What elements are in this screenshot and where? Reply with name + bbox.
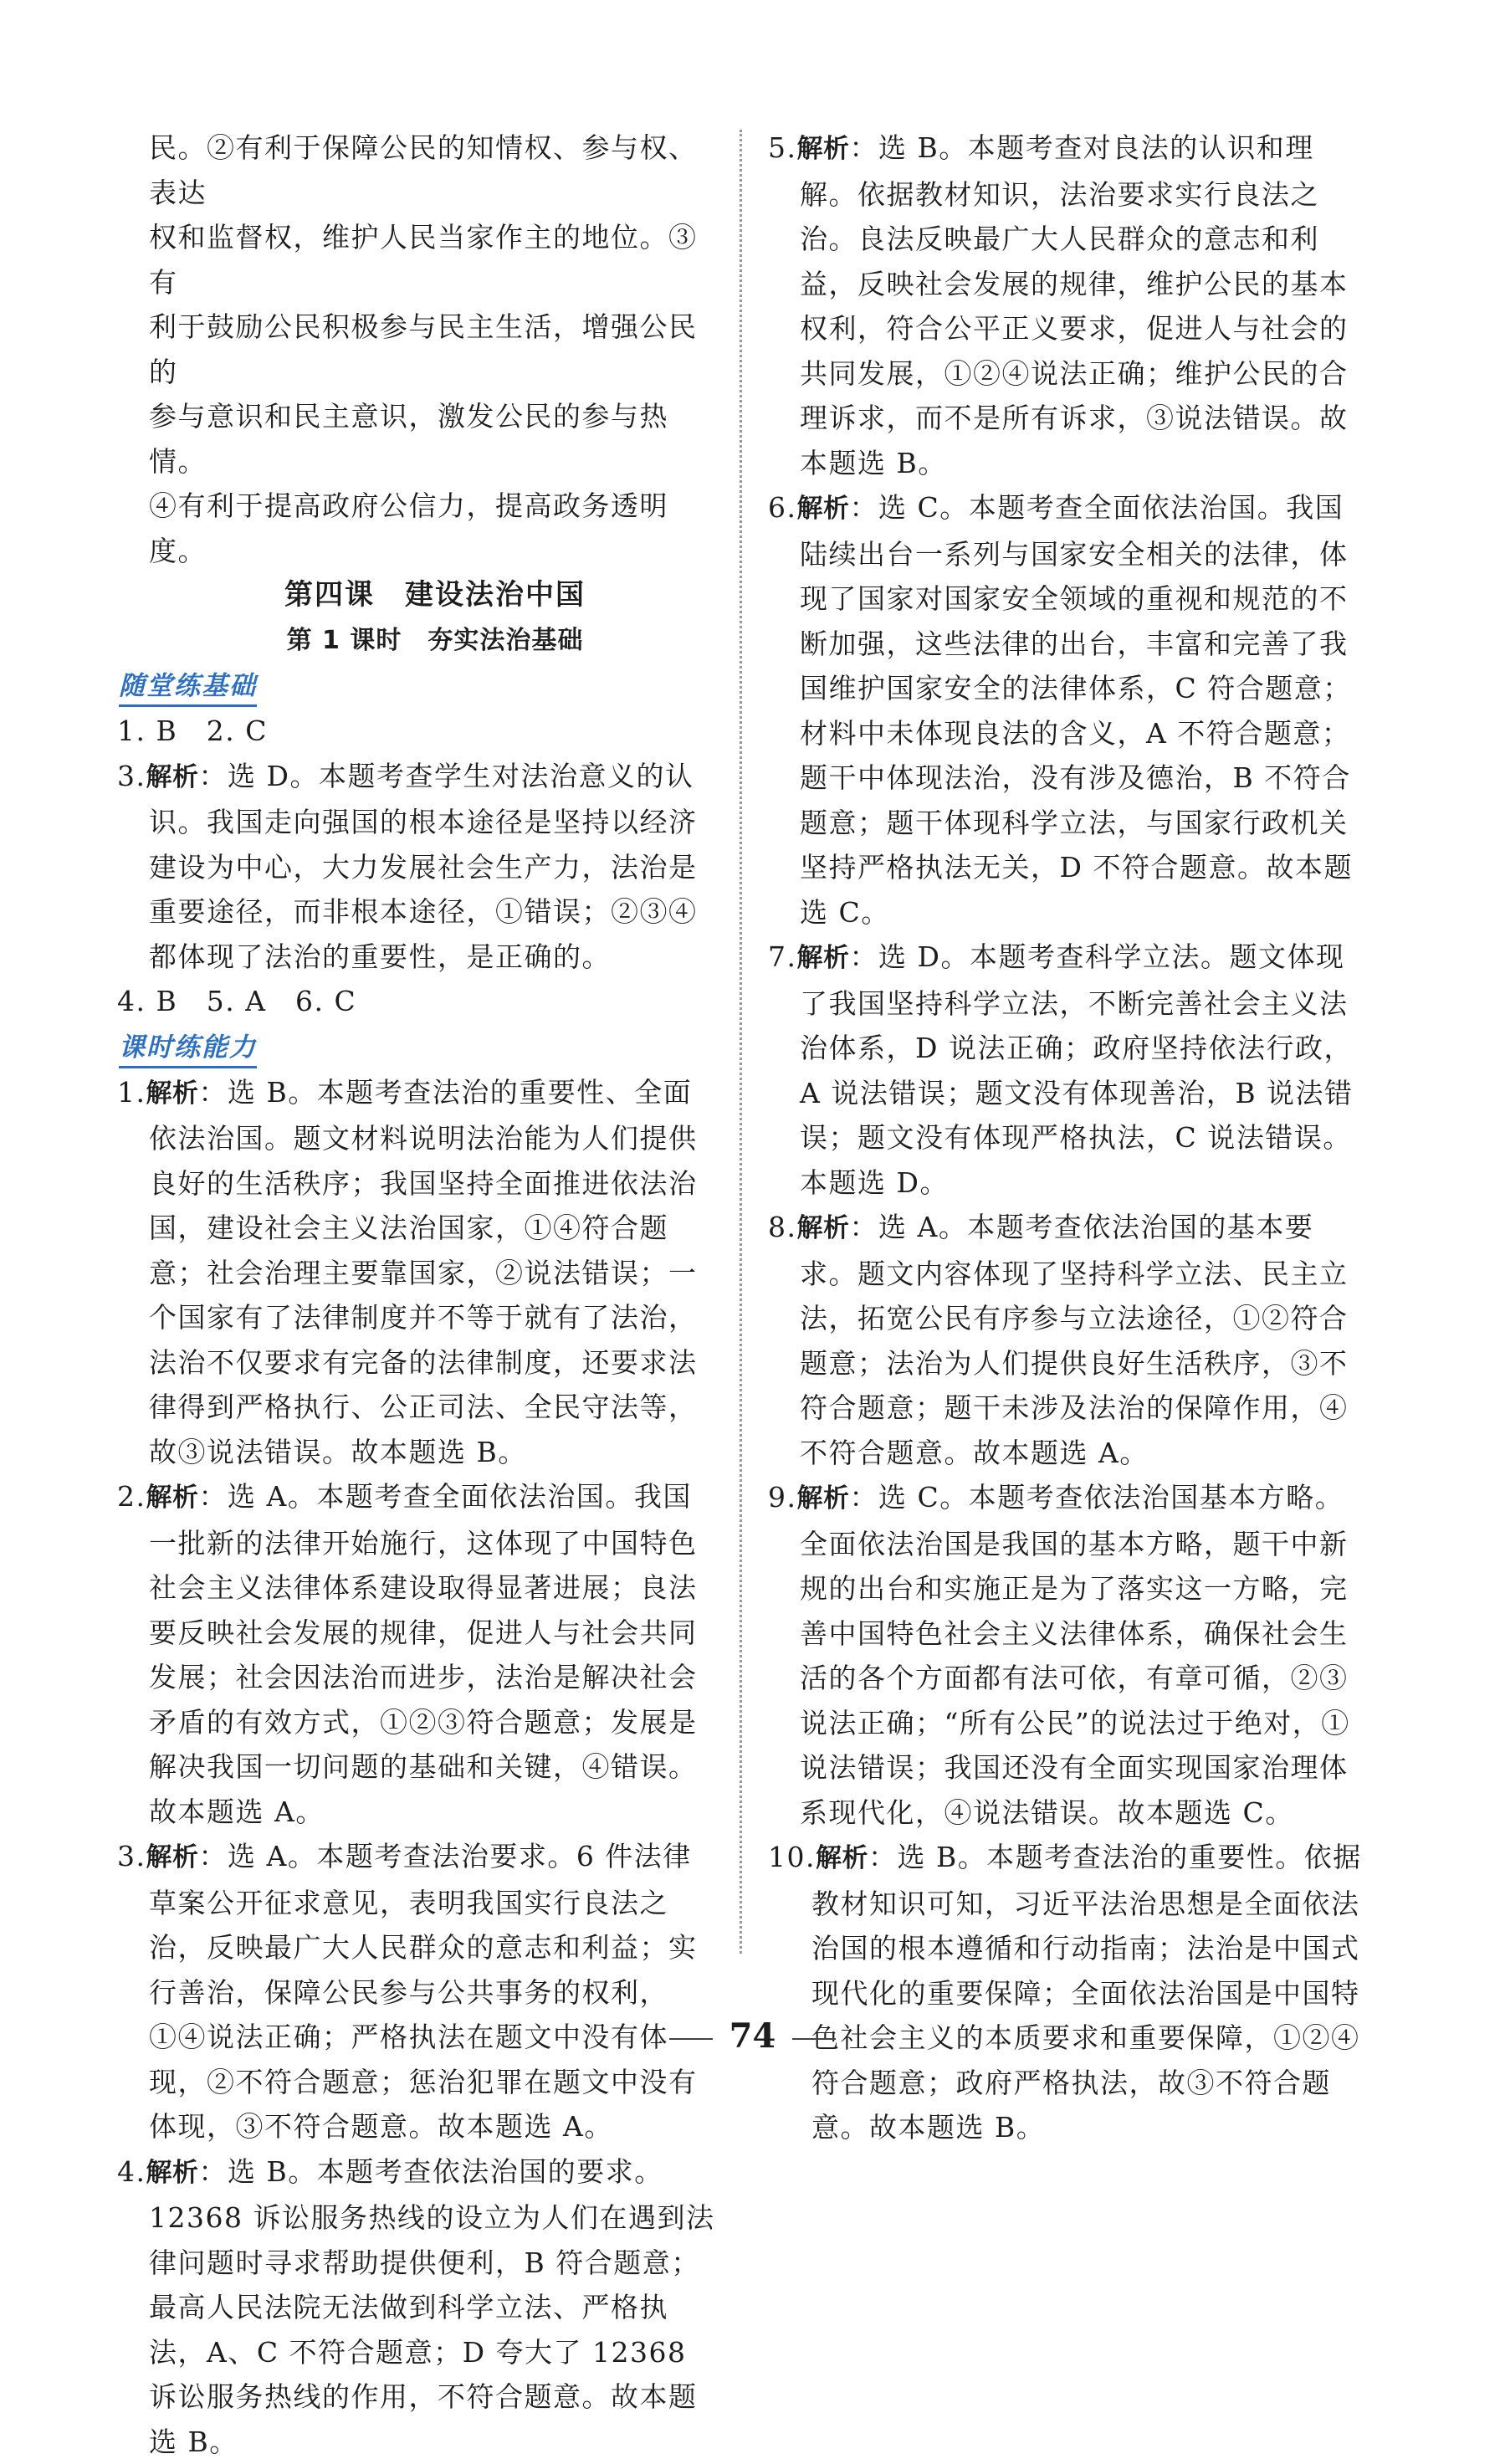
explanation-item xyxy=(117,1834,719,2149)
explanation-item xyxy=(117,2149,719,2464)
explanation-text: ：选 B。本题考查法治的重要性、全面依法治国。题文材料说明法治能为人们提供良好的生活秩序；我国坚持全面推进依法治国，建设社会主义法治国家，①④符合题意；社会治理主要靠国家，②说法错误；一个国家有了法律制度并不等于就有了法治，法治不仅要求有完备的法律制度，还要求法律得到严格执行、公正司法、全民守法等，故③说法错误。故本题选 B。 xyxy=(149,1076,698,1468)
explanation-item xyxy=(768,1475,1369,1835)
answer-line: 1. B 2. C xyxy=(117,709,719,754)
item-number: 5. xyxy=(768,131,797,164)
item-number: 1. xyxy=(117,1076,146,1109)
explanation-label: 解析 xyxy=(797,1483,850,1514)
explanation-item xyxy=(768,485,1369,935)
section-heading-basic: 随堂练基础 xyxy=(119,668,257,707)
explanation-text: ：选 C。本题考查依法治国基本方略。全面依法治国是我国的基本方略，题干中新规的出台和实施正是为了落实这一方略，完善中国特色社会主义法律体系，确保社会生活的各个方面都有法可依，有章可循，②③说法正确；“所有公民”的说法过于绝对，①说法错误；我国还没有全面实现国家治理体系现代化，④说法错误。故本题选 C。 xyxy=(800,1481,1350,1829)
explanation-text: ：选 A。本题考查法治要求。6 件法律草案公开征求意见，表明我国实行良法之治，反映最广大人民群众的意志和利益；实行善治，保障公民参与公共事务的权利，①④说法正确；严格执法在题文中没有体现，②不符合题意；惩治犯罪在题文中没有体现，③不符合题意。故本题选 A。 xyxy=(149,1840,698,2143)
explanation-text: ：选 D。本题考查学生对法治意义的认识。我国走向强国的根本途径是坚持以经济建设为中心，大力发展社会生产力，法治是重要途径，而非根本途径，①错误；②③④都体现了法治的重要性，是正确的。 xyxy=(149,760,698,973)
footer-rule-right xyxy=(792,2038,836,2040)
left-column xyxy=(117,126,719,2464)
explanation-label: 解析 xyxy=(797,1213,850,1243)
explanation-item xyxy=(117,1474,719,1834)
explanation-label: 解析 xyxy=(816,1843,868,1873)
intro-line: ④有利于提高政府公信力，提高政务透明度。 xyxy=(117,484,719,573)
explanation-label: 解析 xyxy=(146,1842,199,1872)
item-number: 3. xyxy=(117,760,146,792)
intro-line: 民。②有利于保障公民的知情权、参与权、表达 xyxy=(117,126,719,215)
explanation-text: ：选 A。本题考查全面依法治国。我国一批新的法律开始施行，这体现了中国特色社会主义法律体系建设取得显著进展；良法要反映社会发展的规律，促进人与社会共同发展；社会因法治而进步，法治是解决社会矛盾的有效方式，①②③符合题意；发展是解决我国一切问题的基础和关键，④错误。故本题选 A。 xyxy=(149,1480,698,1828)
item-number: 4. xyxy=(117,2155,146,2188)
right-column xyxy=(768,126,1369,2150)
explanation-label: 解析 xyxy=(146,1483,199,1513)
section-heading-ability: 课时练能力 xyxy=(119,1029,257,1068)
explanation-text: ：选 A。本题考查依法治国的基本要求。题文内容体现了坚持科学立法、民主立法，拓宽公民有序参与立法途径，①②符合题意；法治为人们提供良好生活秩序，③不符合题意；题干未涉及法治的保障作用，④不符合题意。故本题选 A。 xyxy=(800,1211,1349,1469)
explanation-label: 解析 xyxy=(146,1078,199,1109)
item-number: 9. xyxy=(768,1481,797,1514)
item-number: 8. xyxy=(768,1211,797,1243)
answer-line: 4. B 5. A 6. C xyxy=(117,979,719,1024)
explanation-text: ：选 B。本题考查法治的重要性。依据教材知识可知，习近平法治思想是全面依法治国的根本遵循和行动指南；法治是中国式现代化的重要保障；全面依法治国是中国特色社会主义的本质要求和重要保障，①②④符合题意；政府严格执法，故③不符合题意。故本题选 B。 xyxy=(811,1841,1362,2144)
explanation-label: 解析 xyxy=(797,943,850,973)
explanation-item xyxy=(768,126,1369,485)
item-number: 2. xyxy=(117,1480,146,1513)
item-number: 7. xyxy=(768,940,797,973)
explanation-text: ：选 C。本题考查全面依法治国。我国陆续出台一系列与国家安全相关的法律，体现了国家对国家安全领域的重视和规范的不断加强，这些法律的出台，丰富和完善了我国维护国家安全的法律体系，C 符合题意；材料中未体现良法的含义，A 不符合题意；题干中体现法治，没有涉及德治，B 不符合题意；题干体现科学立法，与国家行政机关坚持严格执法无关，D 不符合题意。故本题选 C。 xyxy=(800,491,1353,929)
page-number: 74 xyxy=(729,2016,776,2056)
item-number: 3. xyxy=(117,1840,146,1872)
column-divider xyxy=(740,130,742,1954)
explanation-item xyxy=(768,1835,1369,2150)
intro-line: 权和监督权，维护人民当家作主的地位。③有 xyxy=(117,215,719,305)
explanation-text: ：选 D。本题考查科学立法。题文体现了我国坚持科学立法，不断完善社会主义法治体系，D 说法正确；政府坚持依法行政，A 说法错误；题文没有体现善治，B 说法错误；题文没有体现严格执法，C 说法错误。本题选 D。 xyxy=(800,940,1354,1199)
explanation-label: 解析 xyxy=(146,762,199,792)
intro-line: 参与意识和民主意识，激发公民的参与热情。 xyxy=(117,394,719,484)
explanation-item xyxy=(117,754,719,980)
explanation-text: ：选 B。本题考查依法治国的要求。12368 诉讼服务热线的设立为人们在遇到法律问题时寻求帮助提供便利，B 符合题意；最高人民法院无法做到科学立法、严格执法，A、C 不符合题意；D 夸大了 12368 诉讼服务热线的作用，不符合题意。故本题选 B。 xyxy=(149,2155,714,2458)
page-footer xyxy=(0,2016,1505,2056)
intro-line: 利于鼓励公民积极参与民主生活，增强公民的 xyxy=(117,305,719,394)
explanation-label: 解析 xyxy=(146,2158,199,2188)
lesson-title: 第四课 建设法治中国 xyxy=(117,573,719,618)
period-title: 第 1 课时 夯实法治基础 xyxy=(117,618,719,663)
footer-rule-left xyxy=(669,2038,713,2040)
explanation-label: 解析 xyxy=(797,134,850,164)
explanation-item xyxy=(117,1070,719,1475)
explanation-item xyxy=(768,935,1369,1205)
explanation-text: ：选 B。本题考查对良法的认识和理解。依据教材知识，法治要求实行良法之治。良法反映最广大人民群众的意志和利益，反映社会发展的规律，维护公民的基本权利，符合公平正义要求，促进人与社会的共同发展，①②④说法正确；维护公民的合理诉求，而不是所有诉求，③说法错误。故本题选 B。 xyxy=(800,131,1349,479)
explanation-item xyxy=(768,1205,1369,1475)
item-number: 6. xyxy=(768,491,797,524)
item-number: 10. xyxy=(768,1841,816,1873)
explanation-label: 解析 xyxy=(797,494,850,524)
